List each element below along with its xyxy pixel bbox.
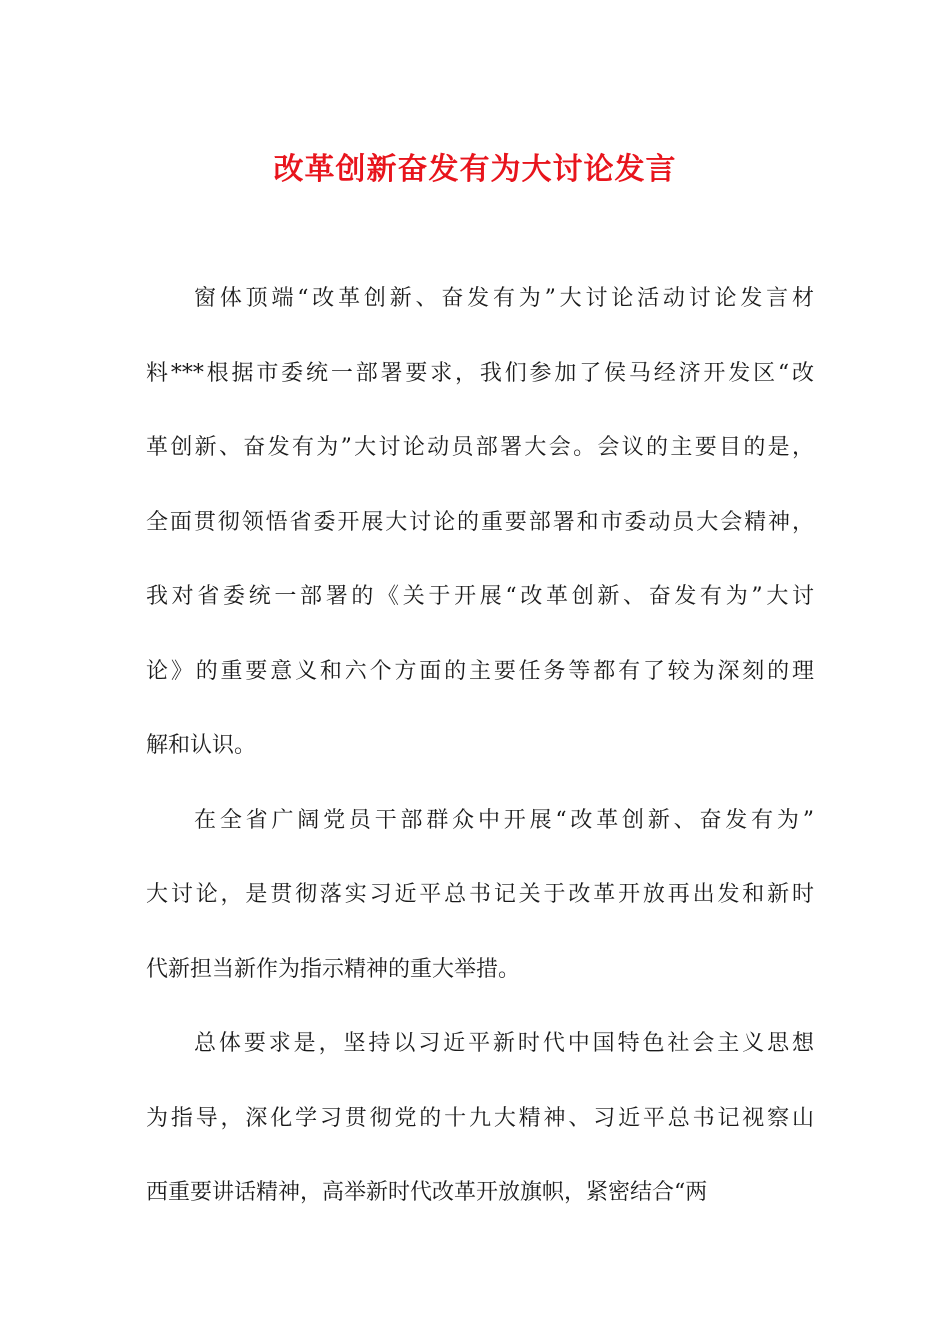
- document-title: 改革创新奋发有为大讨论发言: [273, 152, 677, 187]
- body-line: 窗体顶端“改革创新、奋发有为”大讨论活动讨论发言材: [194, 286, 814, 311]
- document-body: [146, 262, 814, 1231]
- body-line: 代新担当新作为指示精神的重大举措。: [146, 956, 521, 982]
- body-line: 大讨论，是贯彻落实习近平总书记关于改革开放再出发和新时: [146, 882, 814, 907]
- body-line: 革创新、奋发有为”大讨论动员部署大会。会议的主要目的是，: [146, 435, 814, 460]
- body-line: 西重要讲话精神，高举新时代改革开放旗帜，紧密结合“两: [146, 1180, 708, 1205]
- body-line: 全面贯彻领悟省委开展大讨论的重要部署和市委动员大会精神，: [146, 509, 814, 535]
- body-line: 在全省广阔党员干部群众中开展“改革创新、奋发有为”: [194, 807, 814, 833]
- body-line: 我对省委统一部署的《关于开展“改革创新、奋发有为”大讨: [146, 584, 814, 609]
- body-line: 为指导，深化学习贯彻党的十九大精神、习近平总书记视察山: [146, 1105, 814, 1131]
- body-line: 总体要求是，坚持以习近平新时代中国特色社会主义思想: [194, 1031, 814, 1056]
- body-line: 论》的重要意义和六个方面的主要任务等都有了较为深刻的理: [146, 658, 814, 684]
- body-line: 解和认识。: [146, 733, 257, 758]
- body-line: 料***根据市委统一部署要求，我们参加了侯马经济开发区“改: [146, 360, 814, 386]
